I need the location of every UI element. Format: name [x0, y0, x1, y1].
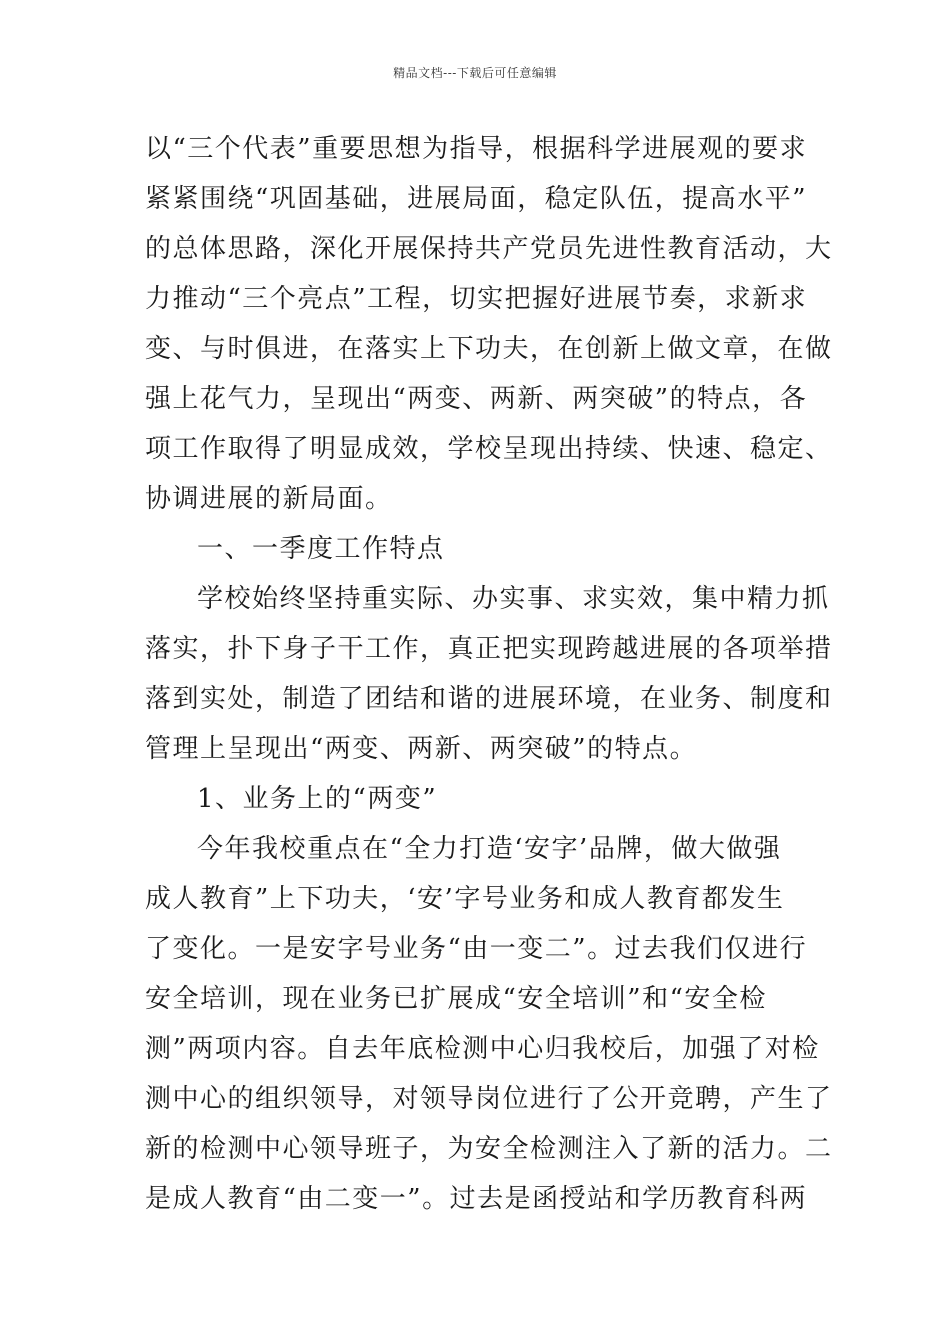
text-line: 今年我校重点在“全力打造‘安字’品牌，做大做强 [197, 834, 782, 864]
text-line: 学校始终坚持重实际、办实事、求实效，集中精力抓 [197, 584, 830, 614]
page-header: 精品文档---下载后可任意编辑 [393, 66, 557, 80]
text-line: 的总体思路，深化开展保持共产党员先进性教育活动，大 [145, 234, 833, 264]
text-line: 力推动“三个亮点”工程，切实把握好进展节奏，求新求 [145, 284, 808, 314]
text-line: 测中心的组织领导，对领导岗位进行了公开竞聘，产生了 [145, 1084, 833, 1114]
document-body [145, 124, 833, 1224]
text-line: 变、与时俱进，在落实上下功夫，在创新上做文章，在做 [145, 334, 833, 364]
text-line: 协调进展的新局面。 [145, 484, 393, 514]
text-line: 项工作取得了明显成效，学校呈现出持续、快速、稳定、 [145, 434, 833, 464]
text-line: 强上花气力，呈现出“两变、两新、两突破”的特点，各 [145, 384, 808, 414]
text-line: 安全培训，现在业务已扩展成“安全培训”和“安全检 [145, 984, 767, 1014]
text-line: 以“三个代表”重要思想为指导，根据科学进展观的要求 [145, 134, 808, 164]
text-line: 落实，扑下身子干工作，真正把实现跨越进展的各项举措 [145, 634, 833, 664]
text-line: 紧紧围绕“巩固基础，进展局面，稳定队伍，提高水平” [145, 184, 808, 214]
text-line: 1、业务上的“两变” [197, 784, 438, 814]
text-line: 了变化。一是安字号业务“由一变二”。过去我们仅进行 [145, 934, 808, 964]
text-line: 新的检测中心领导班子，为安全检测注入了新的活力。二 [145, 1134, 833, 1164]
text-line: 是成人教育“由二变一”。过去是函授站和学历教育科两 [145, 1184, 808, 1214]
text-line: 测”两项内容。自去年底检测中心归我校后，加强了对检 [145, 1034, 820, 1064]
text-line: 落到实处，制造了团结和谐的进展环境，在业务、制度和 [145, 684, 833, 714]
text-line: 管理上呈现出“两变、两新、两突破”的特点。 [145, 734, 698, 764]
text-line: 一、一季度工作特点 [197, 534, 445, 564]
text-line: 成人教育”上下功夫，‘安’字号业务和成人教育都发生 [145, 884, 785, 914]
